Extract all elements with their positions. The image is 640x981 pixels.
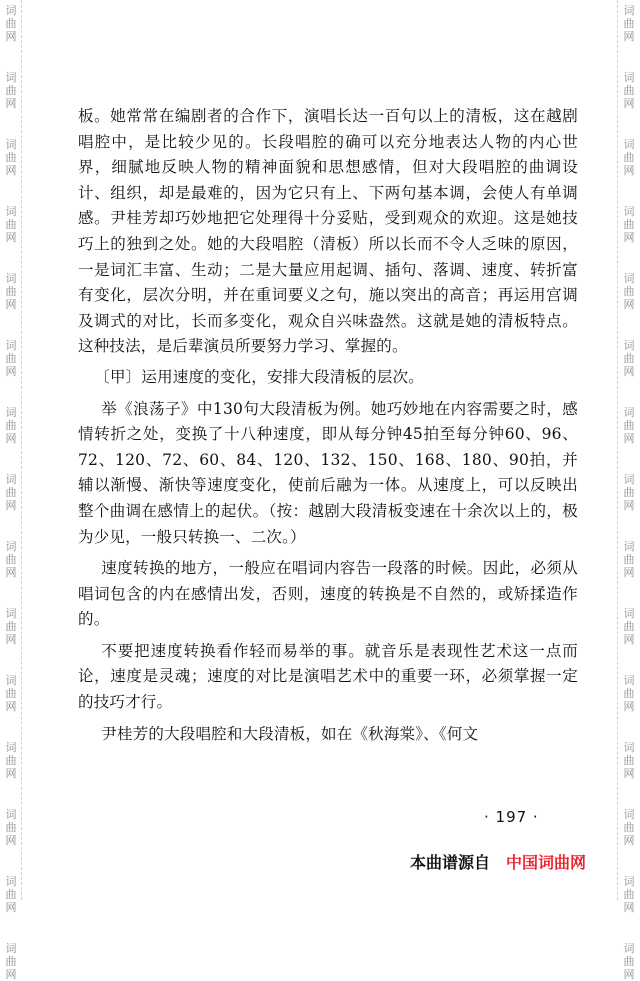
- watermark-text: 词 曲 网: [623, 808, 635, 847]
- watermark-text: 词 曲 网: [623, 272, 635, 311]
- watermark-text: 词 曲 网: [623, 339, 635, 378]
- watermark-text: 词 曲 网: [5, 339, 17, 378]
- watermark-text: 词 曲 网: [623, 4, 635, 43]
- watermark-text: 词 曲 网: [623, 205, 635, 244]
- footer-source-label: 本曲谱源自: [410, 853, 491, 872]
- body-paragraph: 板。她常常在编剧者的合作下，演唱长达一百句以上的清板，这在越剧唱腔中，是比较少见的。长段唱腔的确可以充分地表达人物的内心世界，细腻地反映人物的精神面貌和思想感情，但对大段唱腔的曲调设计、组织，却是最难的，因为它只有上、下两句基本调，会使人有单调感。尹桂芳却巧妙地把它处理得十分妥贴，受到观众的欢迎。这是她技巧上的独到之处。她的大段唱腔（清板）所以长而不令人乏味的原因，一是词汇丰富、生动；二是大量应用起调、插句、落调、速度、转折富有变化，层次分明，并在重词要义之句，施以突出的高音；再运用宫调及调式的对比，长而多变化，观众自兴味盎然。这就是她的清板特点。这种技法，是后辈演员所要努力学习、掌握的。: [78, 107, 578, 356]
- section-heading: 〔甲〕运用速度的变化，安排大段清板的层次。: [94, 367, 424, 386]
- page-number: · 197 ·: [484, 808, 539, 826]
- watermark-text: 词 曲 网: [623, 741, 635, 780]
- right-watermark-strip: [620, 0, 638, 981]
- footer-site-link[interactable]: 中国词曲网: [506, 853, 587, 872]
- footer-credit: [410, 850, 586, 873]
- watermark-text: 词 曲 网: [5, 607, 17, 646]
- body-paragraph: 尹桂芳的大段唱腔和大段清板，如在《秋海棠》、《何文: [101, 724, 479, 743]
- watermark-text: 词 曲 网: [5, 473, 17, 512]
- watermark-text: 词 曲 网: [623, 942, 635, 981]
- watermark-text: 词 曲 网: [5, 4, 17, 43]
- body-paragraph: 不要把速度转换看作轻而易举的事。就音乐是表现性艺术这一点而论，速度是灵魂；速度的对比是演唱艺术中的重要一环，必须掌握一定的技巧才行。: [78, 641, 578, 712]
- watermark-text: 词 曲 网: [623, 674, 635, 713]
- left-margin-line: [21, 0, 23, 900]
- watermark-text: 词 曲 网: [623, 473, 635, 512]
- watermark-text: 词 曲 网: [5, 138, 17, 177]
- watermark-text: 词 曲 网: [623, 406, 635, 445]
- watermark-text: 词 曲 网: [5, 674, 17, 713]
- watermark-text: 词 曲 网: [5, 942, 17, 981]
- watermark-text: 词 曲 网: [5, 741, 17, 780]
- left-watermark-strip: [2, 0, 20, 981]
- watermark-text: 词 曲 网: [623, 607, 635, 646]
- watermark-text: 词 曲 网: [623, 138, 635, 177]
- watermark-text: 词 曲 网: [623, 71, 635, 110]
- body-paragraph: 举《浪荡子》中130句大段清板为例。她巧妙地在内容需要之时，感情转折之处，变换了十八种速度，即从每分钟45拍至每分钟60、96、72、120、72、60、84、120、132、150、168、180、90拍，并辅以渐慢、渐快等速度变化，使前后融为一体。从速度上，可以反映出整个曲调在感情上的起伏。（按：越剧大段清板变速在十余次以上的，极为少见，一般只转换一、二次。）: [78, 399, 578, 546]
- body-paragraph: 速度转换的地方，一般应在唱词内容告一段落的时候。因此，必须从唱词包含的内在感情出发，否则，速度的转换是不自然的，或矫揉造作的。: [78, 559, 578, 629]
- watermark-text: 词 曲 网: [623, 540, 635, 579]
- watermark-text: 词 曲 网: [623, 875, 635, 914]
- watermark-text: 词 曲 网: [5, 875, 17, 914]
- watermark-text: 词 曲 网: [5, 205, 17, 244]
- watermark-text: 词 曲 网: [5, 406, 17, 445]
- watermark-text: 词 曲 网: [5, 71, 17, 110]
- right-margin-line: [617, 0, 619, 900]
- watermark-text: 词 曲 网: [5, 808, 17, 847]
- page-body: [78, 104, 578, 747]
- watermark-text: 词 曲 网: [5, 272, 17, 311]
- watermark-text: 词 曲 网: [5, 540, 17, 579]
